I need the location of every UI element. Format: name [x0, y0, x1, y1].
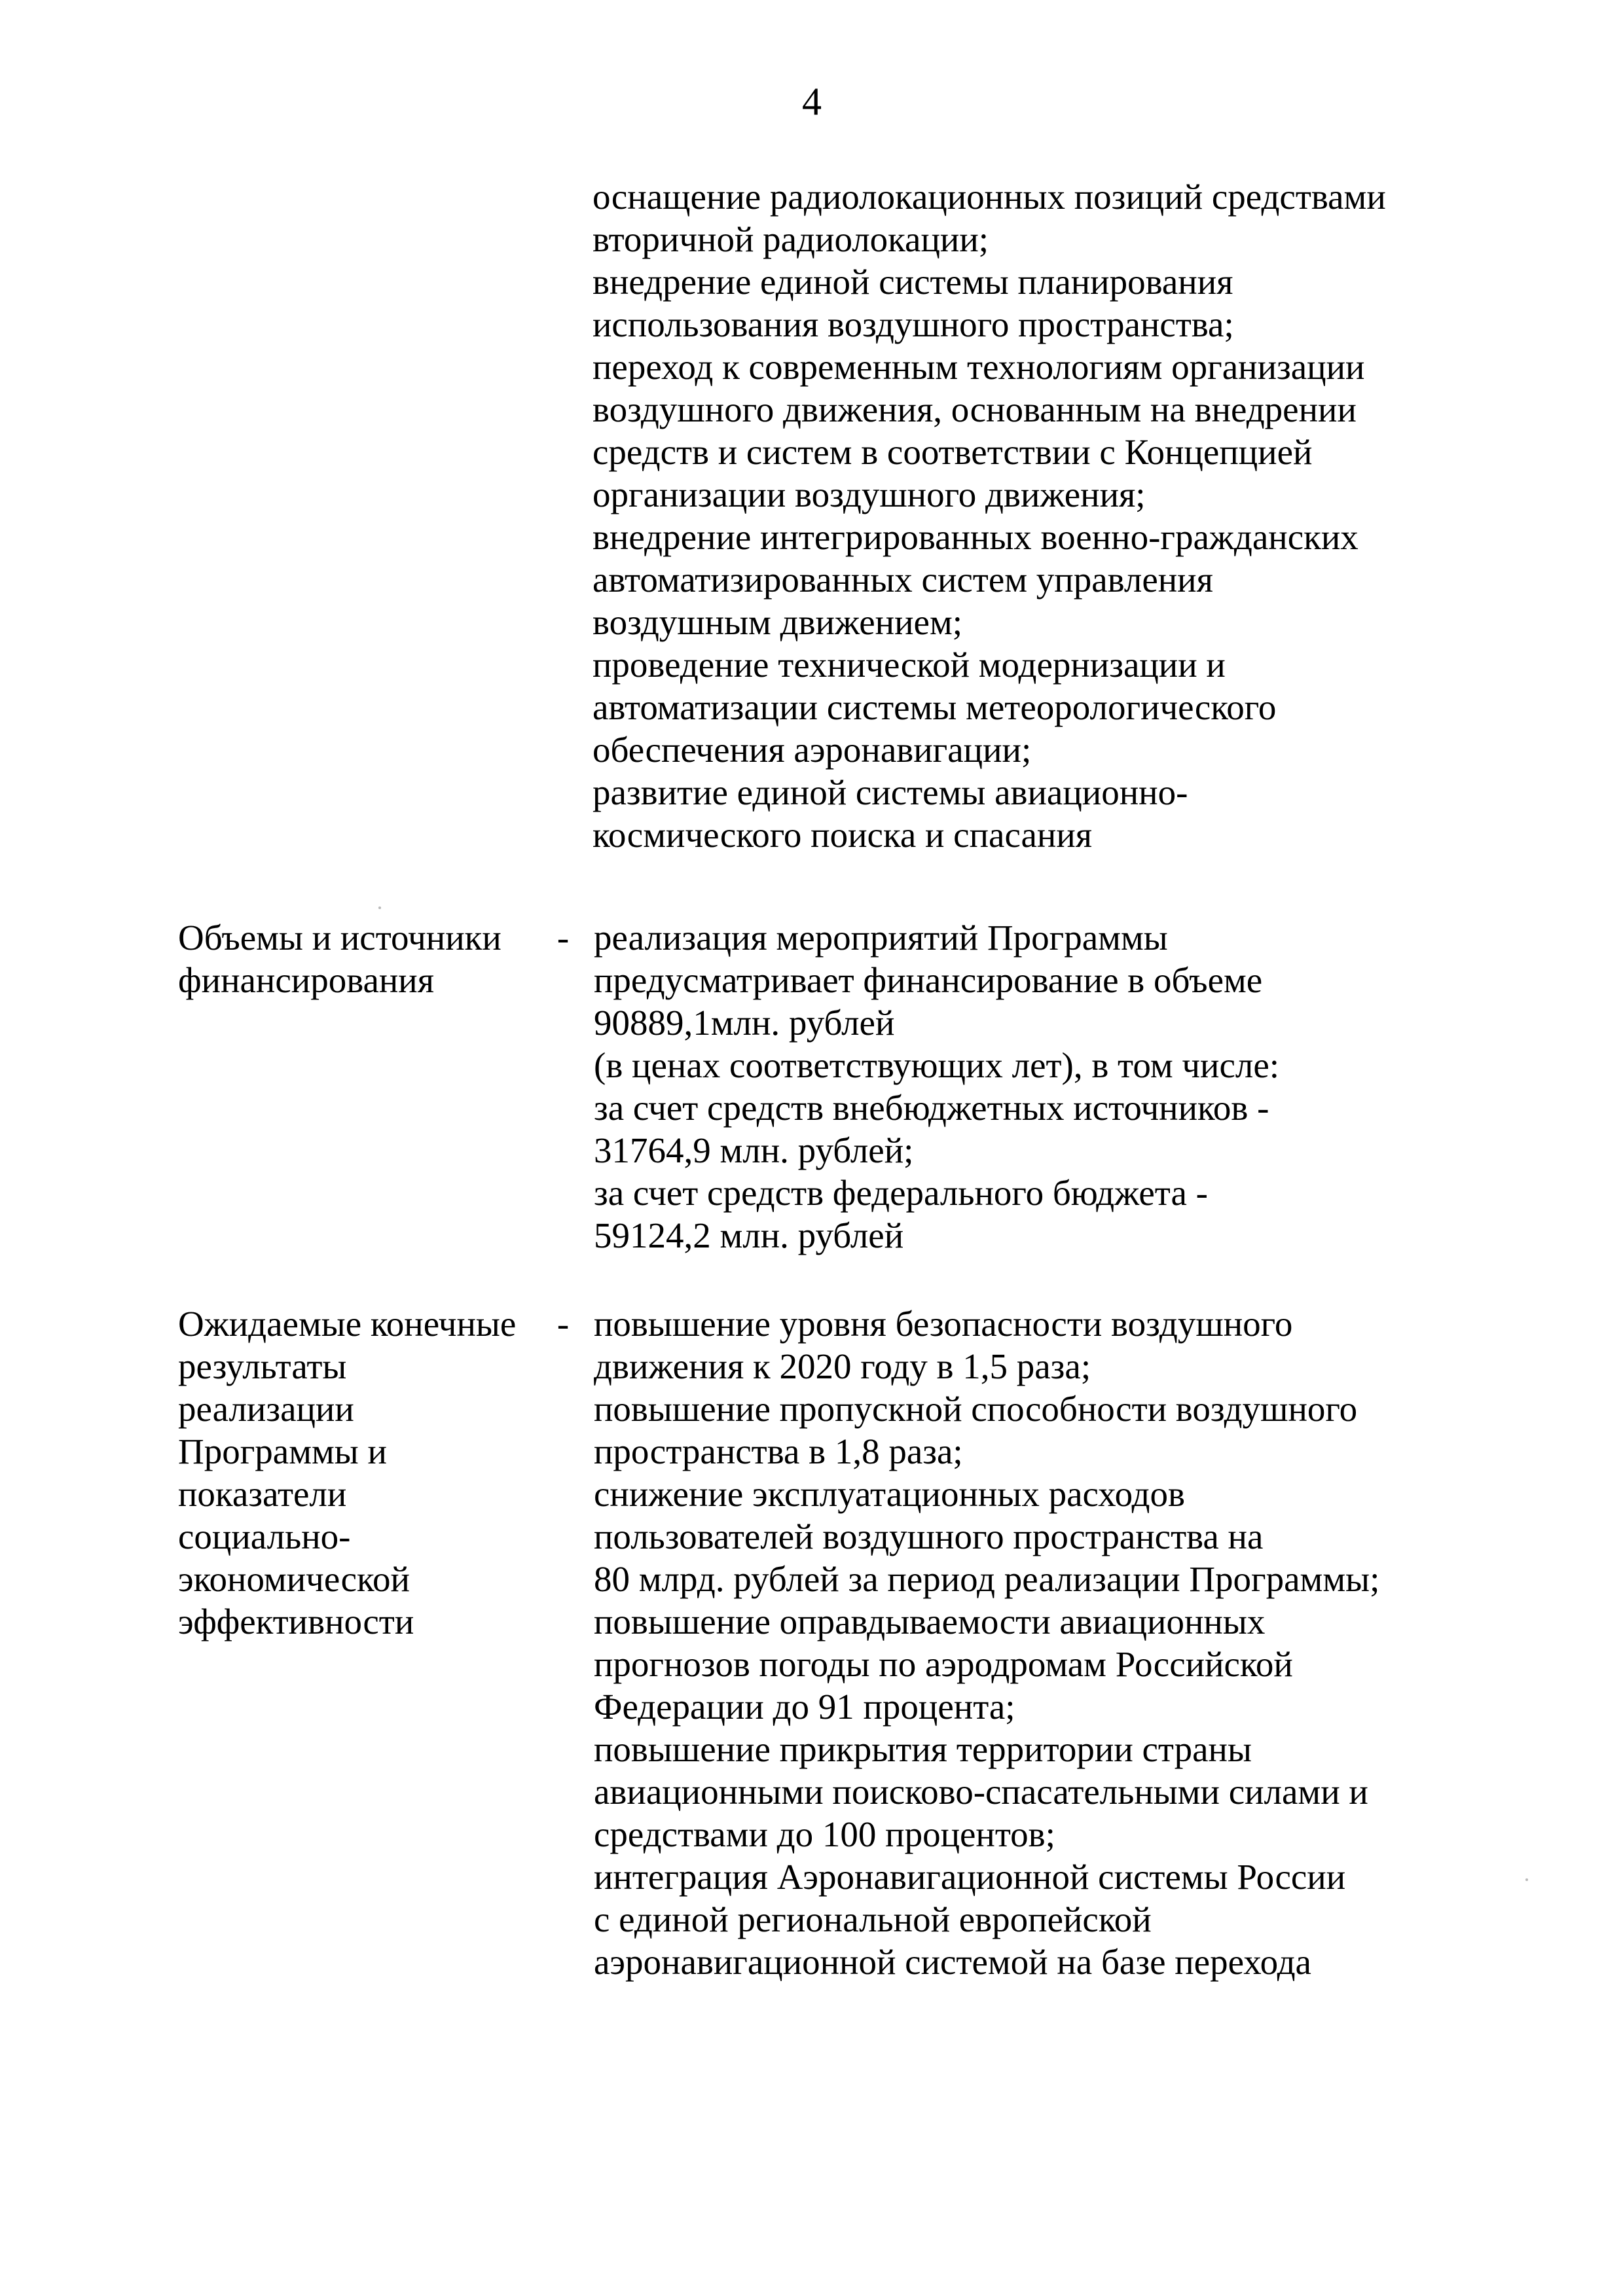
- scan-speck: [1525, 1878, 1528, 1881]
- body-line: средствами до 100 процентов;: [594, 1814, 1055, 1854]
- body-line: пространства в 1,8 раза;: [594, 1431, 963, 1471]
- body-line: движения к 2020 году в 1,5 раза;: [594, 1346, 1091, 1386]
- intro-line: средств и систем в соответствии с Концепцией: [593, 432, 1313, 472]
- expected-results-label: [178, 1302, 571, 1643]
- body-line: повышение уровня безопасности воздушного: [594, 1304, 1293, 1344]
- expected-results-dash: -: [556, 1304, 570, 1344]
- label-line: результаты: [178, 1346, 347, 1386]
- intro-line: автоматизации системы метеорологического: [593, 687, 1277, 727]
- label-line: социально-: [178, 1516, 351, 1556]
- body-line: прогнозов погоды по аэродромам Российской: [594, 1644, 1293, 1684]
- label-line: показатели: [178, 1474, 347, 1514]
- label-line: Объемы и источники: [178, 918, 501, 958]
- body-line: с единой региональной европейской: [594, 1899, 1152, 1939]
- body-line: за счет средств федерального бюджета -: [594, 1173, 1208, 1213]
- funding-section-label: [178, 916, 571, 1001]
- label-line: реализации: [178, 1389, 354, 1429]
- body-line: 31764,9 млн. рублей;: [594, 1130, 914, 1170]
- body-line: предусматривает финансирование в объеме: [594, 960, 1263, 1000]
- funding-section-body: [594, 916, 1550, 1257]
- intro-line: развитие единой системы авиационно-: [593, 772, 1188, 812]
- body-line: 59124,2 млн. рублей: [594, 1215, 904, 1255]
- body-line: повышение прикрытия территории страны: [594, 1729, 1252, 1769]
- intro-line: вторичной радиолокации;: [593, 219, 989, 259]
- intro-line: космического поиска и спасания: [593, 815, 1093, 855]
- intro-line: переход к современным технологиям организации: [593, 347, 1365, 387]
- body-line: снижение эксплуатационных расходов: [594, 1474, 1185, 1514]
- body-line: повышение оправдываемости авиационных: [594, 1602, 1266, 1641]
- label-line: Ожидаемые конечные: [178, 1304, 517, 1344]
- page-number: 4: [802, 80, 822, 123]
- body-line: аэронавигационной системой на базе перехода: [594, 1942, 1311, 1982]
- intro-line: оснащение радиолокационных позиций средствами: [593, 177, 1386, 217]
- body-line: 90889,1млн. рублей: [594, 1003, 895, 1043]
- intro-line: внедрение единой системы планирования: [593, 262, 1233, 302]
- intro-line: обеспечения аэронавигации;: [593, 730, 1032, 770]
- intro-line: использования воздушного пространства;: [593, 304, 1234, 344]
- body-line: реализация мероприятий Программы: [594, 918, 1168, 958]
- body-line: интеграция Аэронавигационной системы России: [594, 1857, 1346, 1897]
- expected-results-body: [594, 1302, 1550, 1983]
- intro-measures-list: [593, 175, 1522, 856]
- body-line: авиационными поисково-спасательными силами и: [594, 1772, 1368, 1812]
- intro-line: воздушным движением;: [593, 602, 963, 642]
- body-line: повышение пропускной способности воздушного: [594, 1389, 1358, 1429]
- intro-line: воздушного движения, основанным на внедрении: [593, 389, 1357, 429]
- body-line: за счет средств внебюджетных источников -: [594, 1088, 1269, 1128]
- label-line: Программы и: [178, 1431, 387, 1471]
- label-line: эффективности: [178, 1602, 414, 1641]
- scan-speck: [378, 906, 381, 909]
- body-line: Федерации до 91 процента;: [594, 1687, 1015, 1727]
- body-line: пользователей воздушного пространства на: [594, 1516, 1264, 1556]
- intro-line: проведение технической модернизации и: [593, 645, 1226, 685]
- funding-section-dash: -: [556, 918, 570, 958]
- body-line: 80 млрд. рублей за период реализации Программы;: [594, 1559, 1380, 1599]
- label-line: финансирования: [178, 960, 435, 1000]
- intro-line: организации воздушного движения;: [593, 475, 1146, 514]
- label-line: экономической: [178, 1559, 410, 1599]
- body-line: (в ценах соответствующих лет), в том числе:: [594, 1045, 1280, 1085]
- intro-line: автоматизированных систем управления: [593, 560, 1213, 600]
- intro-line: внедрение интегрированных военно-гражданских: [593, 517, 1359, 557]
